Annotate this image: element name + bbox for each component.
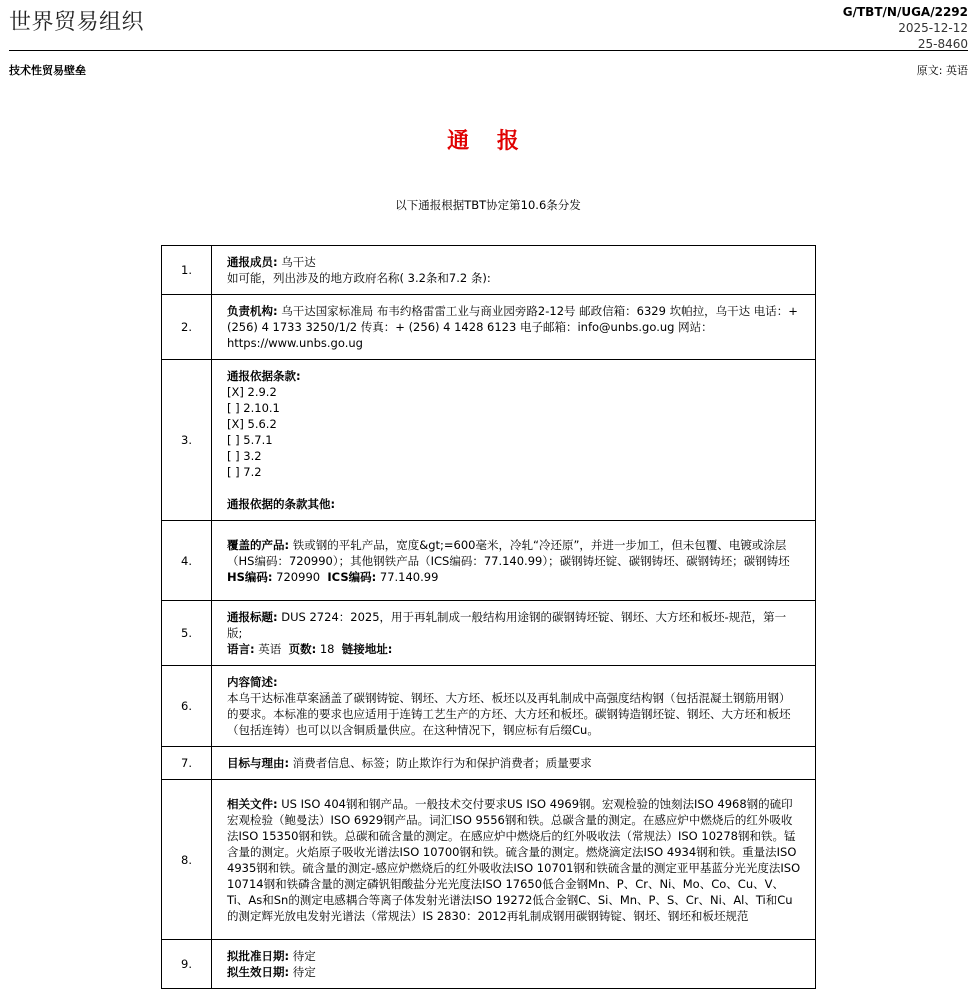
field-value: 待定 [289, 949, 316, 963]
original-language: 原文: 英语 [916, 64, 968, 77]
field-value: 乌干达国家标准局 布韦约格雷雷工业与商业园旁路2-12号 邮政信箱：6329 坎帕拉，乌干达 电话：+ (256) 4 1733 3250/1/2 传真：+ (256) 4 1428 6123 电子邮箱：info@unbs.go.ug 网站：https://www.unbs.go.ug [227, 304, 798, 350]
table-row [162, 360, 816, 521]
page-title: 通 报 [447, 129, 529, 154]
table-row [162, 601, 816, 666]
document-ref: 25-8460 [917, 37, 968, 51]
table-row [162, 295, 816, 360]
field-label: 内容简述: [227, 675, 278, 689]
row-content [212, 601, 816, 666]
row-content [212, 780, 816, 940]
field-note: 如可能，列出涉及的地方政府名称( 3.2条和7.2 条): [227, 271, 491, 285]
field-value: US ISO 404钢和钢产品。一般技术交付要求US ISO 4969钢。宏观检验的蚀刻法ISO 4968钢的硫印宏观检验（鲍曼法）ISO 6929钢产品。词汇ISO 9556钢和铁。总碳含量的测定。在感应炉中燃烧后的红外吸收法ISO 15350钢和铁。总碳和硫含量的测定。在感应炉中燃烧后的红外吸收法（常规法）ISO 10278钢和铁。锰含量的测定。火焰原子吸收光谱法ISO 10700钢和铁。硫含量的测定。燃烧滴定法ISO 4934钢和铁。重量法ISO 4935钢和铁。硫含量的测定-感应炉燃烧后的红外吸收法ISO 10701钢和铁硫含量的测定亚甲基蓝分光光度法ISO 10714钢和铁磷含量的测定磷钒钼酸盐分光光度法ISO 17650低合金钢Mn、P、Cr、Ni、Mo、Co、Cu、V、Ti、As和Sn的测定电感耦合等离子体发射光谱法ISO 19272低合金钢C、Si、Mn、P、S、Cr、Ni、Al、Ti和Cu的测定辉光放电发射光谱法（常规法）IS 2830：2012再轧制成钢用碳钢铸锭、钢坯、钢坯和板坯规范 [227, 796, 801, 923]
table-row [162, 666, 816, 747]
article-item: [ ] 7.2 [227, 465, 262, 479]
row-content [212, 666, 816, 747]
organization-name: 世界贸易组织 [9, 10, 145, 35]
header-divider [9, 50, 968, 51]
row-number: 6. [162, 666, 212, 747]
ics-value: 77.140.99 [376, 569, 439, 584]
document-symbol: G/TBT/N/UGA/2292 [842, 5, 968, 19]
field-value: 消费者信息、标签；防止欺诈行为和保护消费者；质量要求 [289, 756, 592, 770]
link-label: 链接地址: [341, 642, 393, 656]
ics-label: ICS编码: [327, 569, 377, 584]
field-label: 通报依据条款: [227, 369, 301, 383]
row-content [212, 521, 816, 601]
field-value: DUS 2724：2025，用于再轧制成一般结构用途钢的碳钢铸坯锭、钢坯、大方坯和板坯-规范，第一版; [227, 610, 787, 640]
notification-table [161, 245, 816, 989]
field-label: 拟批准日期: [227, 949, 290, 963]
row-number: 3. [162, 360, 212, 521]
row-content [212, 747, 816, 780]
row-number: 8. [162, 780, 212, 940]
hs-label: HS编码: [227, 569, 273, 584]
article-item: [ ] 2.10.1 [227, 401, 280, 415]
table-row [162, 246, 816, 295]
document-meta [843, 4, 968, 52]
field-label: 拟生效日期: [227, 965, 290, 979]
row-number: 9. [162, 940, 212, 989]
field-value: 乌干达 [277, 255, 316, 269]
pages-label: 页数: [288, 642, 317, 656]
row-number: 7. [162, 747, 212, 780]
table-row [162, 780, 816, 940]
article-item: [ ] 3.2 [227, 449, 262, 463]
field-label: 目标与理由: [227, 756, 290, 770]
field-label: 通报标题: [227, 610, 278, 624]
pages-value: 18 [316, 642, 335, 656]
field-label: 覆盖的产品: [227, 537, 290, 552]
table-row [162, 940, 816, 989]
field-value: 铁或钢的平轧产品，宽度&gt;=600毫米，冷轧“冷还原”，并进一步加工，但未包覆、电镀或涂层（HS编码：720990）；其他钢铁产品（ICS编码：77.140.99）；碳钢铸坯锭、碳钢铸坯、碳钢铸坯；碳钢铸坯 [227, 537, 790, 568]
language-label: 语言: [227, 642, 255, 656]
committee-name: 技术性贸易壁垒 [9, 64, 86, 77]
row-content [212, 295, 816, 360]
row-number: 2. [162, 295, 212, 360]
table-row [162, 521, 816, 601]
hs-value: 720990 [272, 569, 321, 584]
document-date: 2025-12-12 [898, 21, 968, 35]
row-number: 5. [162, 601, 212, 666]
row-content [212, 246, 816, 295]
row-number: 4. [162, 521, 212, 601]
article-item: [X] 5.6.2 [227, 417, 277, 431]
article-item: [ ] 5.7.1 [227, 433, 273, 447]
row-content [212, 360, 816, 521]
field-label: 通报依据的条款其他: [227, 497, 336, 511]
page-subtitle: 以下通报根据TBT协定第10.6条分发 [395, 198, 581, 212]
row-content [212, 940, 816, 989]
field-label: 负责机构: [227, 304, 278, 318]
field-label: 相关文件: [227, 796, 278, 811]
field-value: 本乌干达标准草案涵盖了碳钢铸锭、钢坯、大方坯、板坯以及再轧制成中高强度结构钢（包括混凝土钢筋用钢）的要求。本标准的要求也应适用于连铸工艺生产的方坯、大方坯和板坯。碳钢铸造钢坯锭、钢坯、大方坯和板坯（包括连铸）也可以以含铜质量供应。在这种情况下，钢应标有后缀Cu。 [227, 691, 791, 737]
language-value: 英语 [254, 642, 282, 656]
field-label: 通报成员: [227, 255, 278, 269]
field-value: 待定 [289, 965, 316, 979]
table-row [162, 747, 816, 780]
row-number: 1. [162, 246, 212, 295]
article-item: [X] 2.9.2 [227, 385, 277, 399]
